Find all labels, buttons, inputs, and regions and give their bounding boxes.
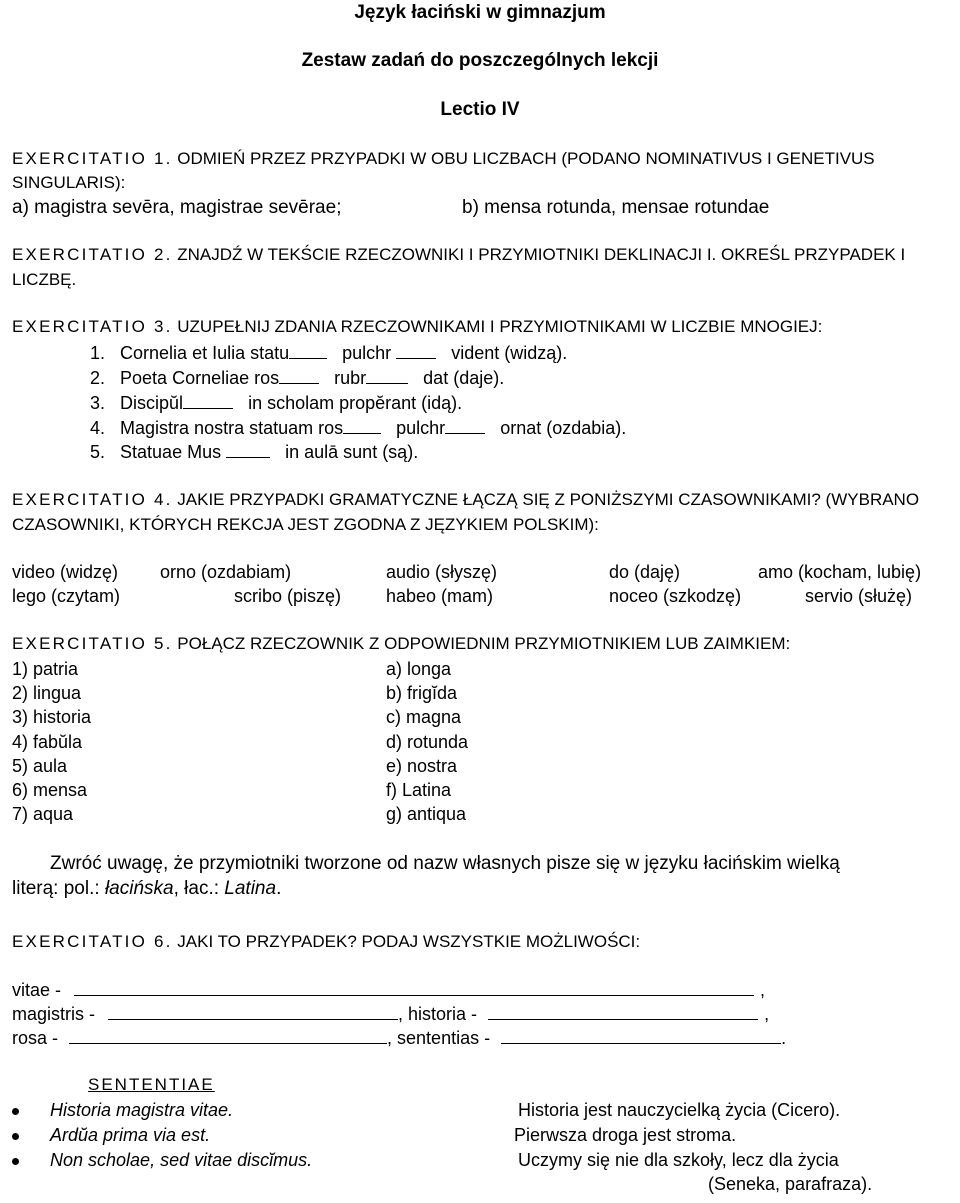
note-line-2: literą: pol.: łacińska, łac.: Latina. [12, 878, 282, 899]
adjective-item: e) nostra [386, 756, 458, 776]
adjective-item: c) magna [386, 707, 462, 727]
verb: amo (kocham, lubię) [758, 562, 922, 582]
noun-item: 4) fabŭla [12, 732, 83, 752]
blank[interactable] [289, 342, 327, 359]
exercise-3-instruction: UZUPEŁNIJ ZDANIA RZECZOWNIKAMI I PRZYMIOTNIKAMI W LICZBIE MNOGIEJ: [177, 317, 823, 336]
exercise-4-instruction-cont: CZASOWNIKI, KTÓRYCH REKCJA JEST ZGODNA Z JĘZYKIEM POLSKIM): [12, 515, 599, 534]
noun-item: 1) patria [12, 659, 79, 679]
blank[interactable] [183, 392, 233, 409]
page-title: Język łaciński w gimnazjum [354, 2, 606, 23]
ex6-line-2: magistris - , historia - , [12, 1004, 770, 1024]
sentence-1: 1. Cornelia et Iulia statu pulchr vident (widzą). [90, 343, 568, 363]
exercise-5-instruction: POŁĄCZ RZECZOWNIK Z ODPOWIEDNIM PRZYMIOTNIKIEM LUB ZAIMKIEM: [177, 634, 791, 653]
exercise-4-instruction: JAKIE PRZYPADKI GRAMATYCZNE ŁĄCZĄ SIĘ Z PONIŻSZYMI CZASOWNIKAMI? (WYBRANO [177, 490, 920, 509]
adjective-item: f) Latina [386, 780, 452, 800]
ex6-line-1: vitae - , [12, 980, 766, 1000]
verb: video (widzę) [12, 562, 119, 582]
adjective-item: d) rotunda [386, 732, 469, 752]
latin-sentence: Historia magistra vitae. [50, 1100, 234, 1120]
exercise-3-heading [12, 317, 822, 337]
noun-item: 5) aula [12, 756, 68, 776]
blank[interactable] [226, 441, 270, 458]
exercise-1-instruction: ODMIEŃ PRZEZ PRZYPADKI W OBU LICZBACH (PODANO NOMINATIVUS I GENETIVUS [177, 149, 875, 168]
sententiae-heading: SENTENTIAE [88, 1075, 215, 1094]
exercise-2-heading [12, 245, 905, 265]
exercise-1-label: EXERCITATIO 1. [12, 149, 173, 168]
answer-blank[interactable] [488, 1003, 758, 1020]
attribution: (Seneka, parafraza). [708, 1174, 873, 1194]
answer-blank[interactable] [501, 1027, 781, 1044]
verb: scribo (piszę) [234, 586, 342, 606]
exercise-4-heading [12, 490, 919, 510]
note-line-1: Zwróć uwagę, że przymiotniki tworzone od nazw własnych pisze się w języku łacińskim wielką [50, 853, 840, 874]
sentence-4: 4. Magistra nostra statuam ros pulchr ornat (ozdabia). [90, 418, 627, 438]
answer-blank[interactable] [74, 979, 754, 996]
blank[interactable] [279, 367, 319, 384]
verb: audio (słyszę) [386, 562, 498, 582]
page-subtitle: Zestaw zadań do poszczególnych lekcji [301, 50, 659, 71]
blank[interactable] [343, 417, 381, 434]
exercise-1-item-b: b) mensa rotunda, mensae rotundae [462, 197, 770, 218]
exercise-1-heading [12, 149, 875, 169]
bullet-icon [12, 1133, 19, 1140]
ex6-line-3: rosa - , sententias - . [12, 1028, 787, 1048]
adjective-item: b) frigĭda [386, 683, 458, 703]
verb: noceo (szkodzę) [609, 586, 742, 606]
polish-translation: Historia jest nauczycielką życia (Cicero). [518, 1100, 841, 1120]
blank[interactable] [366, 367, 408, 384]
blank[interactable] [445, 417, 485, 434]
adjective-item: a) longa [386, 659, 452, 679]
verb: lego (czytam) [12, 586, 121, 606]
sentence-5: 5. Statuae Mus in aulā sunt (są). [90, 442, 419, 462]
exercise-6-instruction: JAKI TO PRZYPADEK? PODAJ WSZYSTKIE MOŻLIWOŚCI: [177, 932, 641, 951]
answer-blank[interactable] [108, 1003, 398, 1020]
noun-item: 6) mensa [12, 780, 88, 800]
adjective-item: g) antiqua [386, 804, 467, 824]
exercise-2-instruction: ZNAJDŹ W TEKŚCIE RZECZOWNIKI I PRZYMIOTNIKI DEKLINACJI I. OKREŚL PRZYPADEK I [177, 245, 906, 264]
latin-sentence: Ardŭa prima via est. [50, 1125, 211, 1145]
sentence-3: 3. Discipŭl in scholam propĕrant (idą). [90, 393, 463, 413]
exercise-6-heading [12, 932, 640, 952]
exercise-3-label: EXERCITATIO 3. [12, 317, 173, 336]
verb: do (daję) [609, 562, 681, 582]
exercise-6-label: EXERCITATIO 6. [12, 932, 173, 951]
noun-item: 2) lingua [12, 683, 82, 703]
exercise-2-label: EXERCITATIO 2. [12, 245, 173, 264]
noun-item: 7) aqua [12, 804, 74, 824]
latin-sentence: Non scholae, sed vitae discĭmus. [50, 1150, 313, 1170]
sentence-2: 2. Poeta Corneliae ros rubr dat (daje). [90, 368, 505, 388]
bullet-icon [12, 1158, 19, 1165]
verb: orno (ozdabiam) [160, 562, 292, 582]
verb: habeo (mam) [386, 586, 494, 606]
lesson-title: Lectio IV [440, 99, 520, 120]
exercise-5-heading [12, 634, 790, 654]
verb: servio (służę) [805, 586, 913, 606]
exercise-4-label: EXERCITATIO 4. [12, 490, 173, 509]
exercise-1-instruction-cont: SINGULARIS): [12, 173, 126, 192]
exercise-5-label: EXERCITATIO 5. [12, 634, 173, 653]
noun-item: 3) historia [12, 707, 92, 727]
answer-blank[interactable] [69, 1027, 387, 1044]
exercise-2-instruction-cont: LICZBĘ. [12, 270, 77, 289]
polish-translation: Pierwsza droga jest stroma. [514, 1125, 737, 1145]
bullet-icon [12, 1108, 19, 1115]
exercise-1-item-a: a) magistra sevēra, magistrae sevērae; [12, 197, 342, 218]
blank[interactable] [396, 342, 436, 359]
polish-translation: Uczymy się nie dla szkoły, lecz dla życia [518, 1150, 839, 1170]
